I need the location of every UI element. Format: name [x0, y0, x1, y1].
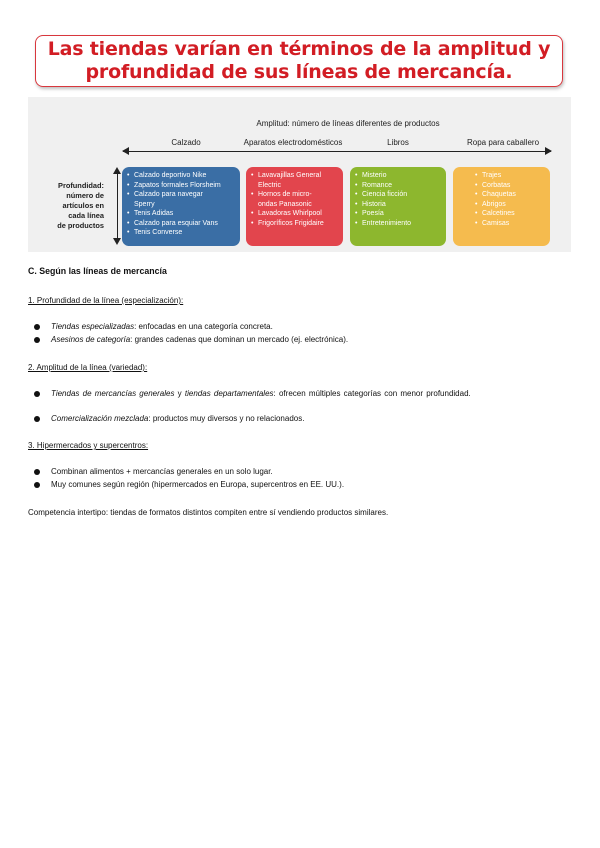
category-item: • Romance [355, 181, 441, 191]
category-item: • Chaquetas [475, 190, 545, 200]
page-title [48, 38, 551, 84]
subsection-title-width: 2. Amplitud de la línea (variedad): [28, 363, 148, 372]
emphasis: tiendas departamentales [184, 389, 274, 398]
depth-label-line: Profundidad: [58, 181, 104, 190]
amplitude-arrow [123, 151, 551, 152]
category-box-shoes [122, 167, 240, 246]
bullet-icon [34, 391, 40, 397]
list-item: Muy comunes según región (hipermercados en Europa, supercentros en EE. UU.). [51, 480, 345, 489]
depth-label-line: número de [66, 191, 104, 200]
category-item: • Entretenimiento [355, 219, 441, 229]
title-line-1: Las tiendas varían en términos de la amplitud y [47, 38, 551, 60]
category-item: • Hornos de micro- [251, 190, 338, 200]
category-item: • Tenis Adidas [127, 209, 235, 219]
category-item: • Trajes [475, 171, 545, 181]
category-item: • Zapatos formales Florsheim [127, 181, 235, 191]
category-item: • Lavavajillas General [251, 171, 338, 181]
list-item [51, 334, 348, 345]
depth-label-line: cada línea [68, 211, 104, 220]
category-box-menswear [453, 167, 550, 246]
category-item: • Calcetines [475, 209, 545, 219]
category-item: • Ciencia ficción [355, 190, 441, 200]
category-label-menswear: Ropa para caballero [466, 138, 540, 147]
depth-arrow [117, 169, 118, 243]
category-item: • Misterio [355, 171, 441, 181]
category-item: • Lavadoras Whirlpool [251, 209, 338, 219]
list-item [51, 388, 571, 399]
category-item: • Calzado deportivo Nike [127, 171, 235, 181]
list-item-text: : grandes cadenas que dominan un mercado (ej. electrónica). [130, 335, 349, 344]
category-item: • Calzado para esquiar Vans [127, 219, 235, 229]
category-item: • Abrigos [475, 200, 545, 210]
bullet-icon [34, 482, 40, 488]
list-item-text: y [174, 389, 185, 398]
category-item: • Camisas [475, 219, 545, 229]
list-item [51, 413, 304, 424]
list-item-text: : enfocadas en una categoría concreta. [134, 322, 273, 331]
bullet-icon [34, 337, 40, 343]
depth-label [40, 181, 104, 231]
depth-label-line: de productos [57, 221, 104, 230]
list-item: Combinan alimentos + mercancías generales en un solo lugar. [51, 467, 273, 476]
category-label-shoes: Calzado [171, 138, 201, 147]
list-item-text: : productos muy diversos y no relacionados. [148, 414, 305, 423]
subsection-title-hypermarkets: 3. Hipermercados y supercentros: [28, 441, 149, 450]
list-item-text: : ofrecen múltiples categorías con menor profundidad. [273, 389, 471, 398]
emphasis: Asesinos de categoría [51, 335, 131, 344]
subsection-title-depth: 1. Profundidad de la línea (especialización): [28, 296, 184, 305]
footer-paragraph: Competencia intertipo: tiendas de formatos distintos compiten entre sí vendiendo productos similares. [28, 508, 389, 517]
merchandise-lines-figure [28, 97, 571, 252]
depth-label-line: artículos en [62, 201, 104, 210]
category-item: ondas Panasonic [258, 200, 312, 208]
bullet-icon [34, 416, 40, 422]
category-label-appliances: Aparatos electrodomésticos [243, 138, 343, 147]
bullet-icon [34, 324, 40, 330]
emphasis: Tiendas especializadas [51, 322, 135, 331]
title-line-2: profundidad de sus líneas de mercancía. [85, 61, 513, 83]
category-item: • Corbatas [475, 181, 545, 191]
bullet-icon [34, 469, 40, 475]
category-item: • Calzado para navegar [127, 190, 235, 200]
title-banner [35, 35, 563, 87]
category-item: • Frigoríficos Frigidaire [251, 219, 338, 229]
category-item: • Historia [355, 200, 441, 210]
category-item: Electric [258, 181, 281, 189]
amplitude-label: Amplitud: número de líneas diferentes de productos [256, 119, 440, 128]
section-heading: C. Según las líneas de mercancía [28, 266, 167, 276]
emphasis: Tiendas de mercancías generales [51, 389, 175, 398]
category-box-books [350, 167, 446, 246]
list-item [51, 321, 273, 332]
category-label-books: Libros [387, 138, 409, 147]
emphasis: Comercialización mezclada [51, 414, 149, 423]
category-item: Sperry [134, 200, 155, 208]
category-box-appliances [246, 167, 343, 246]
category-item: • Poesía [355, 209, 441, 219]
category-item: • Tenis Converse [127, 228, 235, 238]
